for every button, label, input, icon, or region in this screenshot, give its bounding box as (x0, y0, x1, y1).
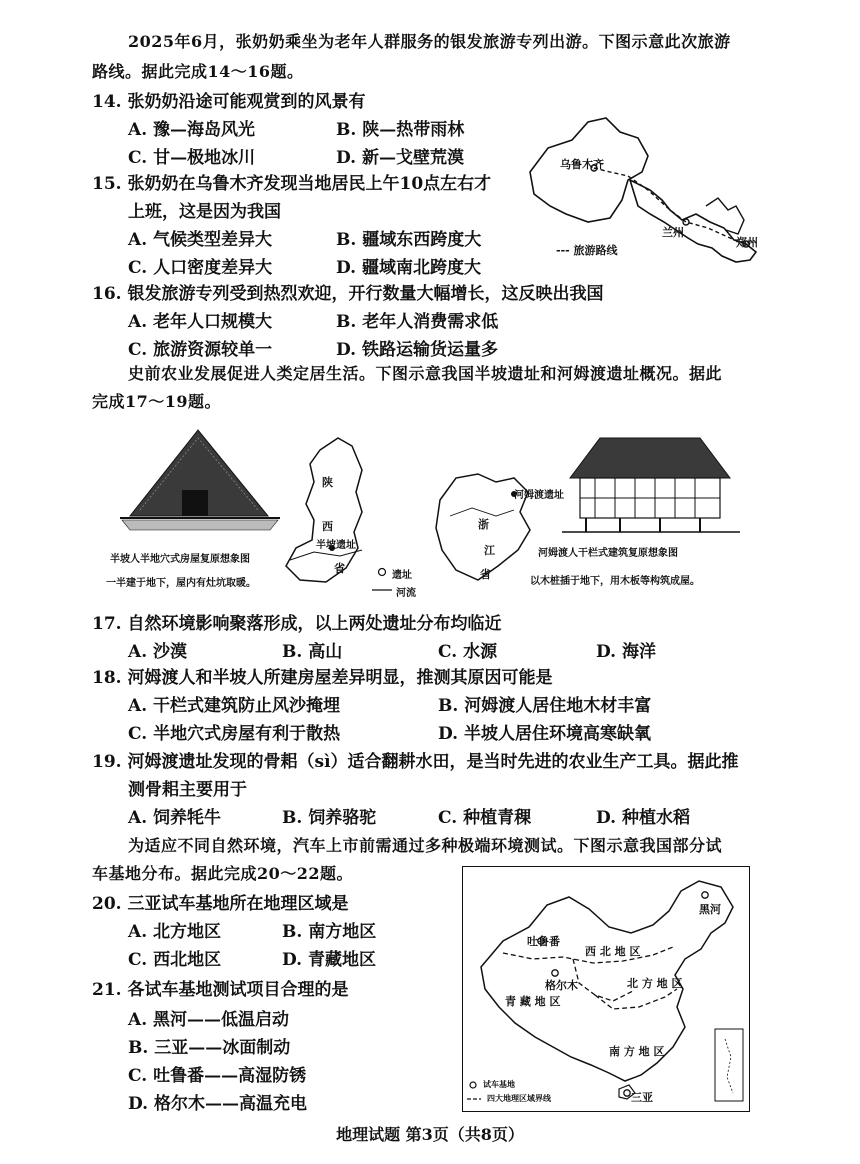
q15-option-a[interactable]: A. 气候类型差异大 (128, 230, 273, 250)
q14-option-a[interactable]: A. 豫—海岛风光 (128, 120, 256, 140)
label-qinghai-tibet-region: 青 藏 地 区 (505, 995, 561, 1008)
label-shaanxi-2: 西 (322, 520, 333, 533)
q21-option-a[interactable]: A. 黑河——低温启动 (128, 1010, 290, 1030)
q21-option-c[interactable]: C. 吐鲁番——高湿防锈 (128, 1066, 307, 1086)
q17-option-d[interactable]: D. 海洋 (596, 642, 656, 662)
q16-stem: 16. 银发旅游专列受到热烈欢迎，开行数量大幅增长，这反映出我国 (92, 284, 604, 304)
q21-stem: 21. 各试车基地测试项目合理的是 (92, 980, 349, 1000)
route-legend: --- 旅游路线 (556, 244, 618, 257)
label-turpan: 吐鲁番 (527, 935, 560, 948)
label-hemudu-site: 河姆渡遗址 (514, 490, 564, 501)
q17-stem: 17. 自然环境影响聚落形成，以上两处遗址分布均临近 (92, 614, 502, 634)
q21-option-b[interactable]: B. 三亚——冰面制动 (128, 1038, 291, 1058)
intro-1-line2: 路线。据此完成14～16题。 (92, 62, 304, 81)
q19-option-d[interactable]: D. 种植水稻 (596, 808, 690, 828)
q15-option-d[interactable]: D. 疆域南北跨度大 (336, 258, 481, 278)
q20-option-c[interactable]: C. 西北地区 (128, 950, 222, 970)
q20-stem: 20. 三亚试车基地所在地理区域是 (92, 894, 349, 914)
q14-option-b[interactable]: B. 陕—热带雨林 (336, 120, 465, 140)
q17-option-a[interactable]: A. 沙漠 (128, 642, 188, 662)
hemudu-caption: 河姆渡人干栏式建筑复原想象图 (538, 548, 678, 559)
hemudu-note: 以木桩插于地下，用木板等构筑成屋。 (530, 576, 700, 587)
label-heihe: 黑河 (699, 903, 721, 916)
q18-option-d[interactable]: D. 半坡人居住环境高寒缺氧 (438, 724, 651, 744)
label-sanya: 三亚 (631, 1091, 653, 1104)
legend-river: 河流 (396, 588, 416, 599)
intro-3-line2: 车基地分布。据此完成20～22题。 (92, 864, 354, 883)
q14-option-c[interactable]: C. 甘—极地冰川 (128, 148, 256, 168)
label-lanzhou: 兰州 (662, 226, 684, 239)
q18-option-a[interactable]: A. 干栏式建筑防止风沙掩埋 (128, 696, 341, 716)
label-north-region: 北 方 地 区 (627, 977, 683, 990)
banpo-hut-illustration (120, 430, 280, 530)
label-shaanxi-1: 陕 (322, 476, 333, 489)
q16-option-a[interactable]: A. 老年人口规模大 (128, 312, 273, 332)
label-shaanxi-3: 省 (334, 562, 345, 575)
legend-site: 遗址 (392, 570, 412, 581)
q14-stem: 14. 张奶奶沿途可能观赏到的风景有 (92, 92, 366, 112)
legend-region-boundary: 四大地理区域界线 (487, 1094, 551, 1103)
label-banpo-site: 半坡遗址 (316, 540, 356, 551)
intro-2-line2: 完成17～19题。 (92, 392, 222, 411)
test-base-map (462, 866, 750, 1112)
q18-stem: 18. 河姆渡人和半坡人所建房屋差异明显，推测其原因可能是 (92, 668, 553, 688)
legend-test-base: 试车基地 (483, 1080, 515, 1089)
banpo-note: 一半建于地下，屋内有灶坑取暖。 (106, 578, 256, 589)
q20-option-b[interactable]: B. 南方地区 (282, 922, 377, 942)
banpo-hemudu-figure (100, 420, 780, 606)
label-south-region: 南 方 地 区 (609, 1045, 665, 1058)
q19-option-a[interactable]: A. 饲养牦牛 (128, 808, 222, 828)
q19-option-c[interactable]: C. 种植青稞 (438, 808, 532, 828)
route-map-drawing (510, 110, 772, 270)
q18-option-c[interactable]: C. 半地穴式房屋有利于散热 (128, 724, 341, 744)
hemudu-stilt-house-illustration (562, 438, 740, 532)
label-zhengzhou: 郑州 (736, 236, 758, 249)
q17-option-b[interactable]: B. 高山 (282, 642, 343, 662)
q19-stem-line2: 测骨耜主要用于 (128, 780, 247, 800)
intro-3-line1: 为适应不同自然环境，汽车上市前需通过多种极端环境测试。下图示意我国部分试 (128, 836, 723, 855)
q14-option-d[interactable]: D. 新—戈壁荒漠 (336, 148, 464, 168)
q20-option-a[interactable]: A. 北方地区 (128, 922, 222, 942)
label-urumqi: 乌鲁木齐 (560, 158, 604, 171)
q19-stem-line1: 19. 河姆渡遗址发现的骨耜（sì）适合翻耕水田，是当时先进的农业生产工具。据此推 (92, 752, 739, 772)
q15-stem-line2: 上班，这是因为我国 (128, 202, 281, 222)
q15-stem-line1: 15. 张奶奶在乌鲁木齐发现当地居民上午10点左右才 (92, 174, 492, 194)
label-golmud: 格尔木 (545, 979, 578, 992)
q16-option-b[interactable]: B. 老年人消费需求低 (336, 312, 499, 332)
q17-option-c[interactable]: C. 水源 (438, 642, 498, 662)
intro-2-line1: 史前农业发展促进人类定居生活。下图示意我国半坡遗址和河姆渡遗址概况。据此 (128, 364, 723, 383)
label-northwest-region: 西 北 地 区 (585, 945, 641, 958)
q15-option-c[interactable]: C. 人口密度差异大 (128, 258, 273, 278)
banpo-caption: 半坡人半地穴式房屋复原想象图 (110, 554, 250, 565)
q20-option-d[interactable]: D. 青藏地区 (282, 950, 376, 970)
q21-option-d[interactable]: D. 格尔木——高温充电 (128, 1094, 307, 1114)
q18-option-b[interactable]: B. 河姆渡人居住地木材丰富 (438, 696, 652, 716)
label-zhejiang-1: 浙 (478, 518, 489, 531)
label-zhejiang-2: 江 (484, 544, 495, 557)
q16-option-c[interactable]: C. 旅游资源较单一 (128, 340, 273, 360)
q19-option-b[interactable]: B. 饲养骆驼 (282, 808, 377, 828)
page-footer: 地理试题 第3页（共8页） (336, 1125, 524, 1144)
label-zhejiang-3: 省 (480, 568, 491, 581)
travel-route-map (510, 110, 772, 270)
q15-option-b[interactable]: B. 疆域东西跨度大 (336, 230, 482, 250)
q16-option-d[interactable]: D. 铁路运输货运量多 (336, 340, 498, 360)
intro-1-line1: 2025年6月，张奶奶乘坐为老年人群服务的银发旅游专列出游。下图示意此次旅游 (128, 32, 731, 51)
